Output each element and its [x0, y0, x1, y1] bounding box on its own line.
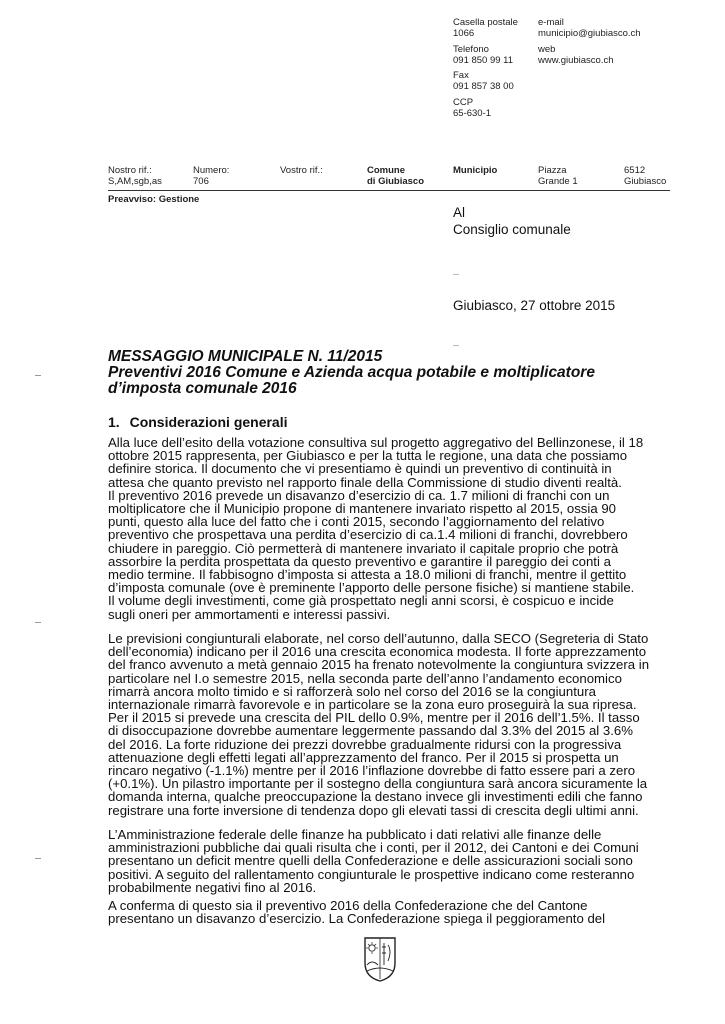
text-line: particolare nel I.o semestre 2015, nella seconda parte dell’anno l’andamento economico: [108, 670, 622, 686]
contact-telefono: [453, 44, 513, 66]
recipient-line: Consiglio comunale: [453, 222, 571, 237]
section-title: Considerazioni generali: [129, 414, 288, 430]
text-line: medio termine. Il fabbisogno d’imposta si attesta a 18.0 milioni di franchi, mentre il gettito: [108, 567, 627, 583]
ref-label: Municipio: [453, 165, 498, 176]
text-line: Per il 2015 si prevede una crescita del PIL dello 0.9%, mentre per il 2016 dell’1.5%. Il tasso: [108, 710, 640, 726]
contact-ccp: [453, 97, 491, 119]
margin-mark: [35, 622, 41, 623]
contact-value: 1066: [453, 28, 475, 39]
ref-label: Nostro rif.:: [108, 165, 152, 176]
contact-label: Casella postale: [453, 17, 518, 28]
contact-fax: [453, 70, 514, 92]
text-line: presentano un deficit mentre quelli della Confederazione e delle assicurazioni sociali sono: [108, 853, 633, 869]
contact-web: [538, 44, 614, 66]
margin-mark: [35, 375, 41, 376]
text-line: registrare una forte inversione di tendenza dopo gli elevati tassi di crescita degli ultimi anni.: [108, 802, 639, 818]
paragraph-2: [108, 631, 650, 818]
recipient: [453, 204, 571, 238]
text-line: Le previsioni congiunturali elaborate, nel corso dell’autunno, dalla SECO (Segreteria di Stato: [108, 631, 649, 646]
contact-label: e-mail: [538, 17, 564, 28]
web-link[interactable]: www.giubiasco.ch: [538, 55, 614, 66]
text-line: del 2016. La forte riduzione dei prezzi dovrebbe gradualmente ridursi con la progressiva: [108, 736, 622, 752]
ref-value: di Giubiasco: [367, 176, 425, 187]
text-line: rimarrà ancora molto timido e si rafforzerà solo nel corso del 2016 se la congiuntura: [108, 683, 596, 699]
ref-comune: [367, 165, 424, 187]
text-line: di disoccupazione dovrebbe aumentare leggermente passando dal 3.3% del 2015 al 3.6%: [108, 723, 633, 739]
text-line: Il preventivo 2016 prevede un disavanzo d’esercizio di ca. 1.7 milioni di franchi con un: [108, 487, 610, 503]
paragraph-1: [108, 435, 644, 622]
ref-cap: [624, 165, 666, 187]
text-line: chiudere in pareggio. Ciò permetterà di mantenere invariato il capitale proprio che potrà: [108, 540, 619, 556]
date: Giubiasco, 27 ottobre 2015: [453, 298, 616, 313]
text-line: Alla luce dell’esito della votazione consultiva sul progetto aggregativo del Bellinzonese, il 18: [108, 435, 644, 450]
paragraph-4: [108, 899, 628, 925]
ref-piazza: [538, 165, 578, 187]
coat-of-arms-icon: [362, 935, 398, 983]
text-line: preventivo che prospettava una perdita d’esercizio di ca.1.4 milioni di franchi, dovrebbero: [108, 527, 628, 543]
text-line: rincaro negativo (-1.1%) mentre per il 2016 l’inflazione dovrebbe di fatto essere pari a zero: [108, 763, 636, 779]
text-line: del franco avvenuto a metà gennaio 2015 ha frenato notevolmente la congiuntura svizzera in: [108, 657, 650, 673]
text-line: definire storica. Il documento che vi presentiamo è quindi un preventivo di continuità in: [108, 461, 612, 477]
contact-value: 65-630-1: [453, 108, 492, 119]
text-line: dell’economia) indicano per il 2016 una crescita economica modesta. Il forte apprezzamento: [108, 644, 647, 660]
ref-label: 6512: [624, 165, 646, 176]
ref-nostro-rif: [108, 165, 162, 187]
ref-municipio: [453, 165, 497, 176]
text-line: attenuazione degli effetti legati all’apprezzamento del franco. Per il 2015 si prospetta un: [108, 749, 619, 765]
text-line: ottobre 2015 rappresenta, per Giubiasco e per la tutta le regione, una data che possiamo: [108, 448, 628, 464]
text-line: probabilmente negativi fino al 2016.: [108, 879, 317, 895]
text-line: Il volume degli investimenti, come già prospettato negli anni scorsi, è cospicuo e incide: [108, 593, 614, 609]
text-line: domanda interna, qualche preoccupazione la destano invece gli investimenti edili che fanno: [108, 789, 643, 805]
text-line: internazionale rimarrà favorevole e in particolare se la zona euro proseguirà la sua ripresa.: [108, 697, 637, 713]
ref-value: Grande 1: [538, 176, 578, 187]
contact-label: web: [538, 44, 556, 55]
ref-value: S,AM,sgb,as: [108, 176, 162, 187]
text-line: A conferma di questo sia il preventivo 2016 della Confederazione che del Cantone: [108, 898, 588, 913]
ref-value: 706: [193, 176, 209, 187]
title-line: Preventivi 2016 Comune e Azienda acqua potabile e moltiplicatore: [108, 364, 595, 381]
title-line: d’imposta comunale 2016: [108, 380, 297, 397]
ref-value: Giubiasco: [624, 176, 667, 187]
text-line: (+0.1%). Un pilastro importante per il sostegno della congiuntura sarà ancora sicuramente la: [108, 776, 648, 792]
fold-mark: [453, 345, 459, 346]
email-link[interactable]: municipio@giubiasco.ch: [538, 28, 641, 39]
contact-label: Fax: [453, 70, 469, 81]
contact-casella-postale: [453, 17, 518, 39]
text-line: punti, questo alla luce del fatto che i conti 2015, secondo l’aggiornamento del relativo: [108, 514, 605, 530]
page-title: [108, 349, 595, 397]
text-line: sugli oneri per ammortamenti e interessi passivi.: [108, 606, 391, 622]
contact-value: 091 857 38 00: [453, 81, 514, 92]
section-number: 1.: [108, 414, 120, 430]
margin-mark: [35, 858, 41, 859]
preavviso: Preavviso: Gestione: [108, 194, 200, 205]
recipient-line: Al: [453, 205, 466, 220]
text-line: moltiplicatore che il Municipio propone di mantenere invariato rispetto al 2015, ossia 90: [108, 501, 617, 517]
ref-label: Piazza: [538, 165, 567, 176]
contact-email: [538, 17, 641, 39]
text-line: d’imposta comunale (ove è preminente l’apporto delle persone fisiche) si mantiene stabile.: [108, 580, 635, 596]
contact-label: Telefono: [453, 44, 489, 55]
contact-label: CCP: [453, 97, 474, 108]
text-line: presentano un disavanzo d’esercizio. La Confederazione spiega il peggioramento del: [108, 911, 606, 927]
ref-vostro-rif: [280, 165, 323, 176]
ref-label: Vostro rif.:: [280, 165, 323, 176]
section-heading: [108, 414, 288, 430]
ref-label: Comune: [367, 165, 405, 176]
text-line: positivi. A seguito del rallentamento congiunturale le prospettive indicano come resteranno: [108, 866, 635, 882]
text-line: assorbire la perdita prospettata da questo preventivo e garantire il pareggio dei conti a: [108, 553, 611, 569]
ref-label: Numero:: [193, 165, 230, 176]
fold-mark: [453, 274, 459, 275]
text-line: attesa che quanto previsto nel rapporto finale della Commissione di studio diventi realtà.: [108, 474, 622, 490]
text-line: L’Amministrazione federale delle finanze ha pubblicato i dati relativi alle finanze delle: [108, 827, 602, 842]
contact-value: 091 850 99 11: [453, 55, 514, 66]
text-line: amministrazioni pubbliche dai quali risulta che i conti, per il 2012, dei Cantoni e dei Comuni: [108, 840, 639, 856]
paragraph-3: [108, 827, 639, 895]
ref-divider: [108, 190, 670, 191]
ref-numero: [193, 165, 229, 187]
title-line: MESSAGGIO MUNICIPALE N. 11/2015: [108, 348, 383, 365]
